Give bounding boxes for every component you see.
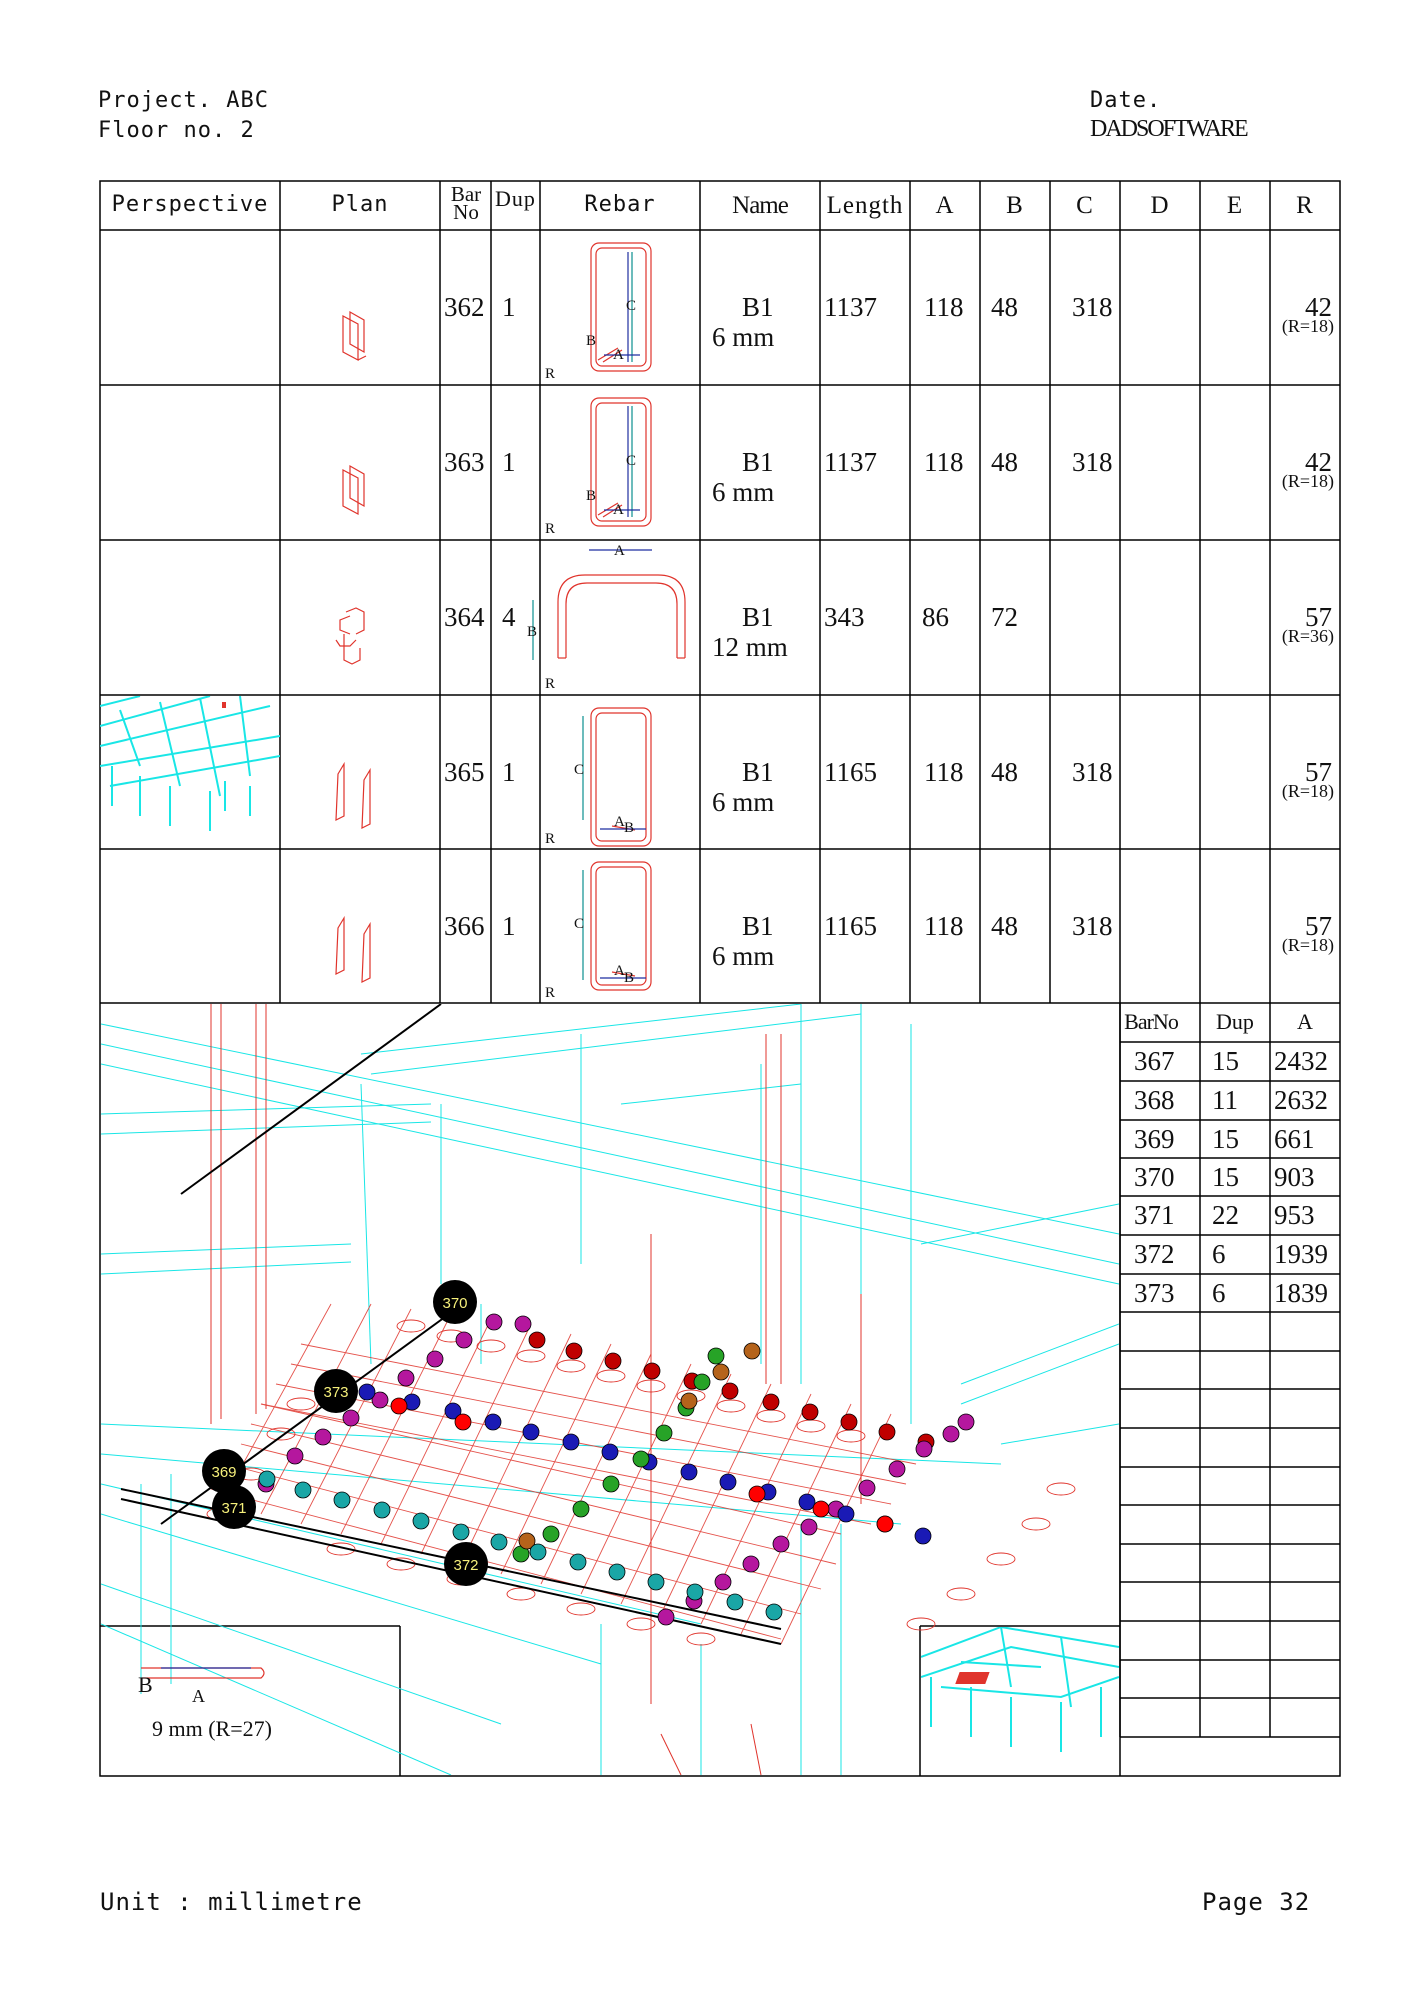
bar-marker-372: [444, 1542, 488, 1586]
side-row1-barno: 367: [1134, 1046, 1175, 1076]
shape-label-c4: C: [574, 762, 585, 778]
side-row6-dup: 6: [1212, 1239, 1226, 1269]
side-row6-barno: 372: [1134, 1239, 1175, 1269]
side-row3-a: 661: [1274, 1124, 1315, 1154]
col-bar-top: Bar: [450, 182, 482, 206]
row2-dia: 6 mm: [712, 477, 775, 507]
shape-label-r1: R: [545, 366, 556, 382]
side-row1-dup: 15: [1212, 1046, 1239, 1076]
shape-label-r4: R: [545, 831, 556, 847]
shape-label-b4: B: [624, 820, 635, 836]
unit-label: Unit : millimetre: [100, 1888, 363, 1916]
col-c: C: [1076, 192, 1094, 219]
col-r: R: [1296, 192, 1314, 219]
row1-dup: 1: [502, 292, 516, 322]
row1-bar-no: 362: [444, 292, 485, 322]
row4-length: 1165: [824, 757, 877, 787]
row3-dia: 12 mm: [712, 632, 788, 662]
side-row4-dup: 15: [1212, 1162, 1239, 1192]
side-header-a: A: [1297, 1009, 1313, 1034]
col-b: B: [1006, 192, 1024, 219]
bar-marker-371-label: 371: [221, 1500, 247, 1517]
shape-label-a3: A: [614, 543, 625, 559]
perspective-thumbnail: [100, 696, 280, 848]
row4-r: 57: [1305, 757, 1332, 787]
shape-label-a5: A: [614, 963, 625, 979]
side-row3-barno: 369: [1134, 1124, 1175, 1154]
shape-label-b3: B: [527, 624, 538, 640]
bar-marker-369-label: 369: [211, 1464, 237, 1481]
side-row7-barno: 373: [1134, 1278, 1175, 1308]
col-perspective: Perspective: [111, 192, 269, 217]
side-row1-a: 2432: [1274, 1046, 1328, 1076]
side-row6-a: 1939: [1274, 1239, 1328, 1269]
row2-dup: 1: [502, 447, 516, 477]
bar-marker-370: [433, 1280, 477, 1324]
row5-dia: 6 mm: [712, 941, 775, 971]
legend-a-label: A: [192, 1686, 205, 1706]
row2-c: 318: [1072, 447, 1113, 477]
col-dup: Dup: [495, 186, 536, 211]
side-row5-dup: 22: [1212, 1200, 1239, 1230]
row4-bar-no: 365: [444, 757, 485, 787]
u-bar-shape-row3: [558, 575, 685, 658]
row5-dup: 1: [502, 911, 516, 941]
row5-c: 318: [1072, 911, 1113, 941]
col-rebar: Rebar: [584, 192, 656, 217]
row5-r: 57: [1305, 911, 1332, 941]
plan-icon-row1: [343, 312, 366, 360]
shape-label-b5: B: [624, 970, 635, 986]
side-row2-dup: 11: [1212, 1085, 1238, 1115]
shape-label-a2: A: [613, 502, 624, 518]
row1-name: B1: [742, 292, 774, 322]
side-row4-barno: 370: [1134, 1162, 1175, 1192]
legend-b-label: B: [138, 1672, 153, 1697]
col-d: D: [1150, 192, 1170, 219]
row1-b: 48: [991, 292, 1018, 322]
row2-bar-no: 363: [444, 447, 485, 477]
col-e: E: [1226, 192, 1244, 219]
row2-length: 1137: [824, 447, 877, 477]
bar-marker-373-label: 373: [323, 1384, 349, 1401]
row3-bar-no: 364: [444, 602, 485, 632]
side-row5-a: 953: [1274, 1200, 1315, 1230]
row4-a: 118: [924, 757, 964, 787]
row3-name: B1: [742, 602, 774, 632]
page-number: Page 32: [1202, 1888, 1311, 1916]
row3-r: 57: [1305, 602, 1332, 632]
side-row7-a: 1839: [1274, 1278, 1328, 1308]
project-label: Project. ABC: [98, 88, 269, 113]
row3-dup: 4: [502, 602, 516, 632]
bar-marker-372-label: 372: [453, 1557, 479, 1574]
side-row2-a: 2632: [1274, 1085, 1328, 1115]
row5-length: 1165: [824, 911, 877, 941]
side-row4-a: 903: [1274, 1162, 1315, 1192]
row3-length: 343: [824, 602, 865, 632]
legend-bar-shape: [101, 1627, 399, 1775]
company-label: DADSOFTWARE: [1090, 116, 1247, 142]
side-row3-dup: 15: [1212, 1124, 1239, 1154]
row4-dia: 6 mm: [712, 787, 775, 817]
plan-icon-row2: [343, 466, 364, 514]
row3-r-sub: (R=36): [1281, 626, 1334, 646]
shape-label-b2: B: [586, 488, 597, 504]
plan-icon-row3: [336, 608, 364, 664]
row1-c: 318: [1072, 292, 1113, 322]
row3-a: 86: [922, 602, 949, 632]
row5-name: B1: [742, 911, 774, 941]
bar-marker-370-label: 370: [442, 1295, 468, 1312]
shape-label-a4: A: [614, 814, 625, 830]
row1-r: 42: [1305, 292, 1332, 322]
side-row5-barno: 371: [1134, 1200, 1175, 1230]
shape-label-c1: C: [626, 298, 637, 314]
row1-length: 1137: [824, 292, 877, 322]
row3-b: 72: [991, 602, 1018, 632]
row5-a: 118: [924, 911, 964, 941]
row4-c: 318: [1072, 757, 1113, 787]
col-a: A: [935, 192, 955, 219]
row2-r: 42: [1305, 447, 1332, 477]
col-name: Name: [732, 192, 788, 219]
row2-b: 48: [991, 447, 1018, 477]
shape-label-c5: C: [574, 916, 585, 932]
col-bar-bottom: No: [453, 200, 479, 224]
plan-icon-row4: [336, 764, 370, 828]
shape-label-r3: R: [545, 676, 556, 692]
date-label: Date.: [1090, 88, 1162, 113]
key-plan-thumbnail: [921, 1627, 1119, 1775]
row4-dup: 1: [502, 757, 516, 787]
shape-label-c2: C: [626, 453, 637, 469]
row2-name: B1: [742, 447, 774, 477]
row5-b: 48: [991, 911, 1018, 941]
col-plan: Plan: [331, 192, 389, 217]
side-header-dup: Dup: [1216, 1009, 1254, 1034]
shape-label-r2: R: [545, 521, 556, 537]
bar-marker-371: [212, 1485, 256, 1529]
row2-r-sub: (R=18): [1281, 471, 1334, 491]
row4-r-sub: (R=18): [1281, 781, 1334, 801]
side-header-barno: BarNo: [1124, 1009, 1178, 1034]
row4-name: B1: [742, 757, 774, 787]
legend-size-text: 9 mm (R=27): [152, 1716, 272, 1741]
floor-label: Floor no. 2: [98, 118, 255, 143]
row1-dia: 6 mm: [712, 322, 775, 352]
row2-a: 118: [924, 447, 964, 477]
plan-icon-row5: [336, 918, 370, 982]
bar-marker-373: [314, 1369, 358, 1413]
row4-b: 48: [991, 757, 1018, 787]
col-length: Length: [826, 192, 904, 219]
shape-label-r5: R: [545, 985, 556, 1001]
shape-label-a1: A: [613, 347, 624, 363]
side-row7-dup: 6: [1212, 1278, 1226, 1308]
shape-label-b1: B: [586, 333, 597, 349]
row1-r-sub: (R=18): [1281, 316, 1334, 336]
row1-a: 118: [924, 292, 964, 322]
side-row2-barno: 368: [1134, 1085, 1175, 1115]
row5-r-sub: (R=18): [1281, 935, 1334, 955]
row5-bar-no: 366: [444, 911, 485, 941]
